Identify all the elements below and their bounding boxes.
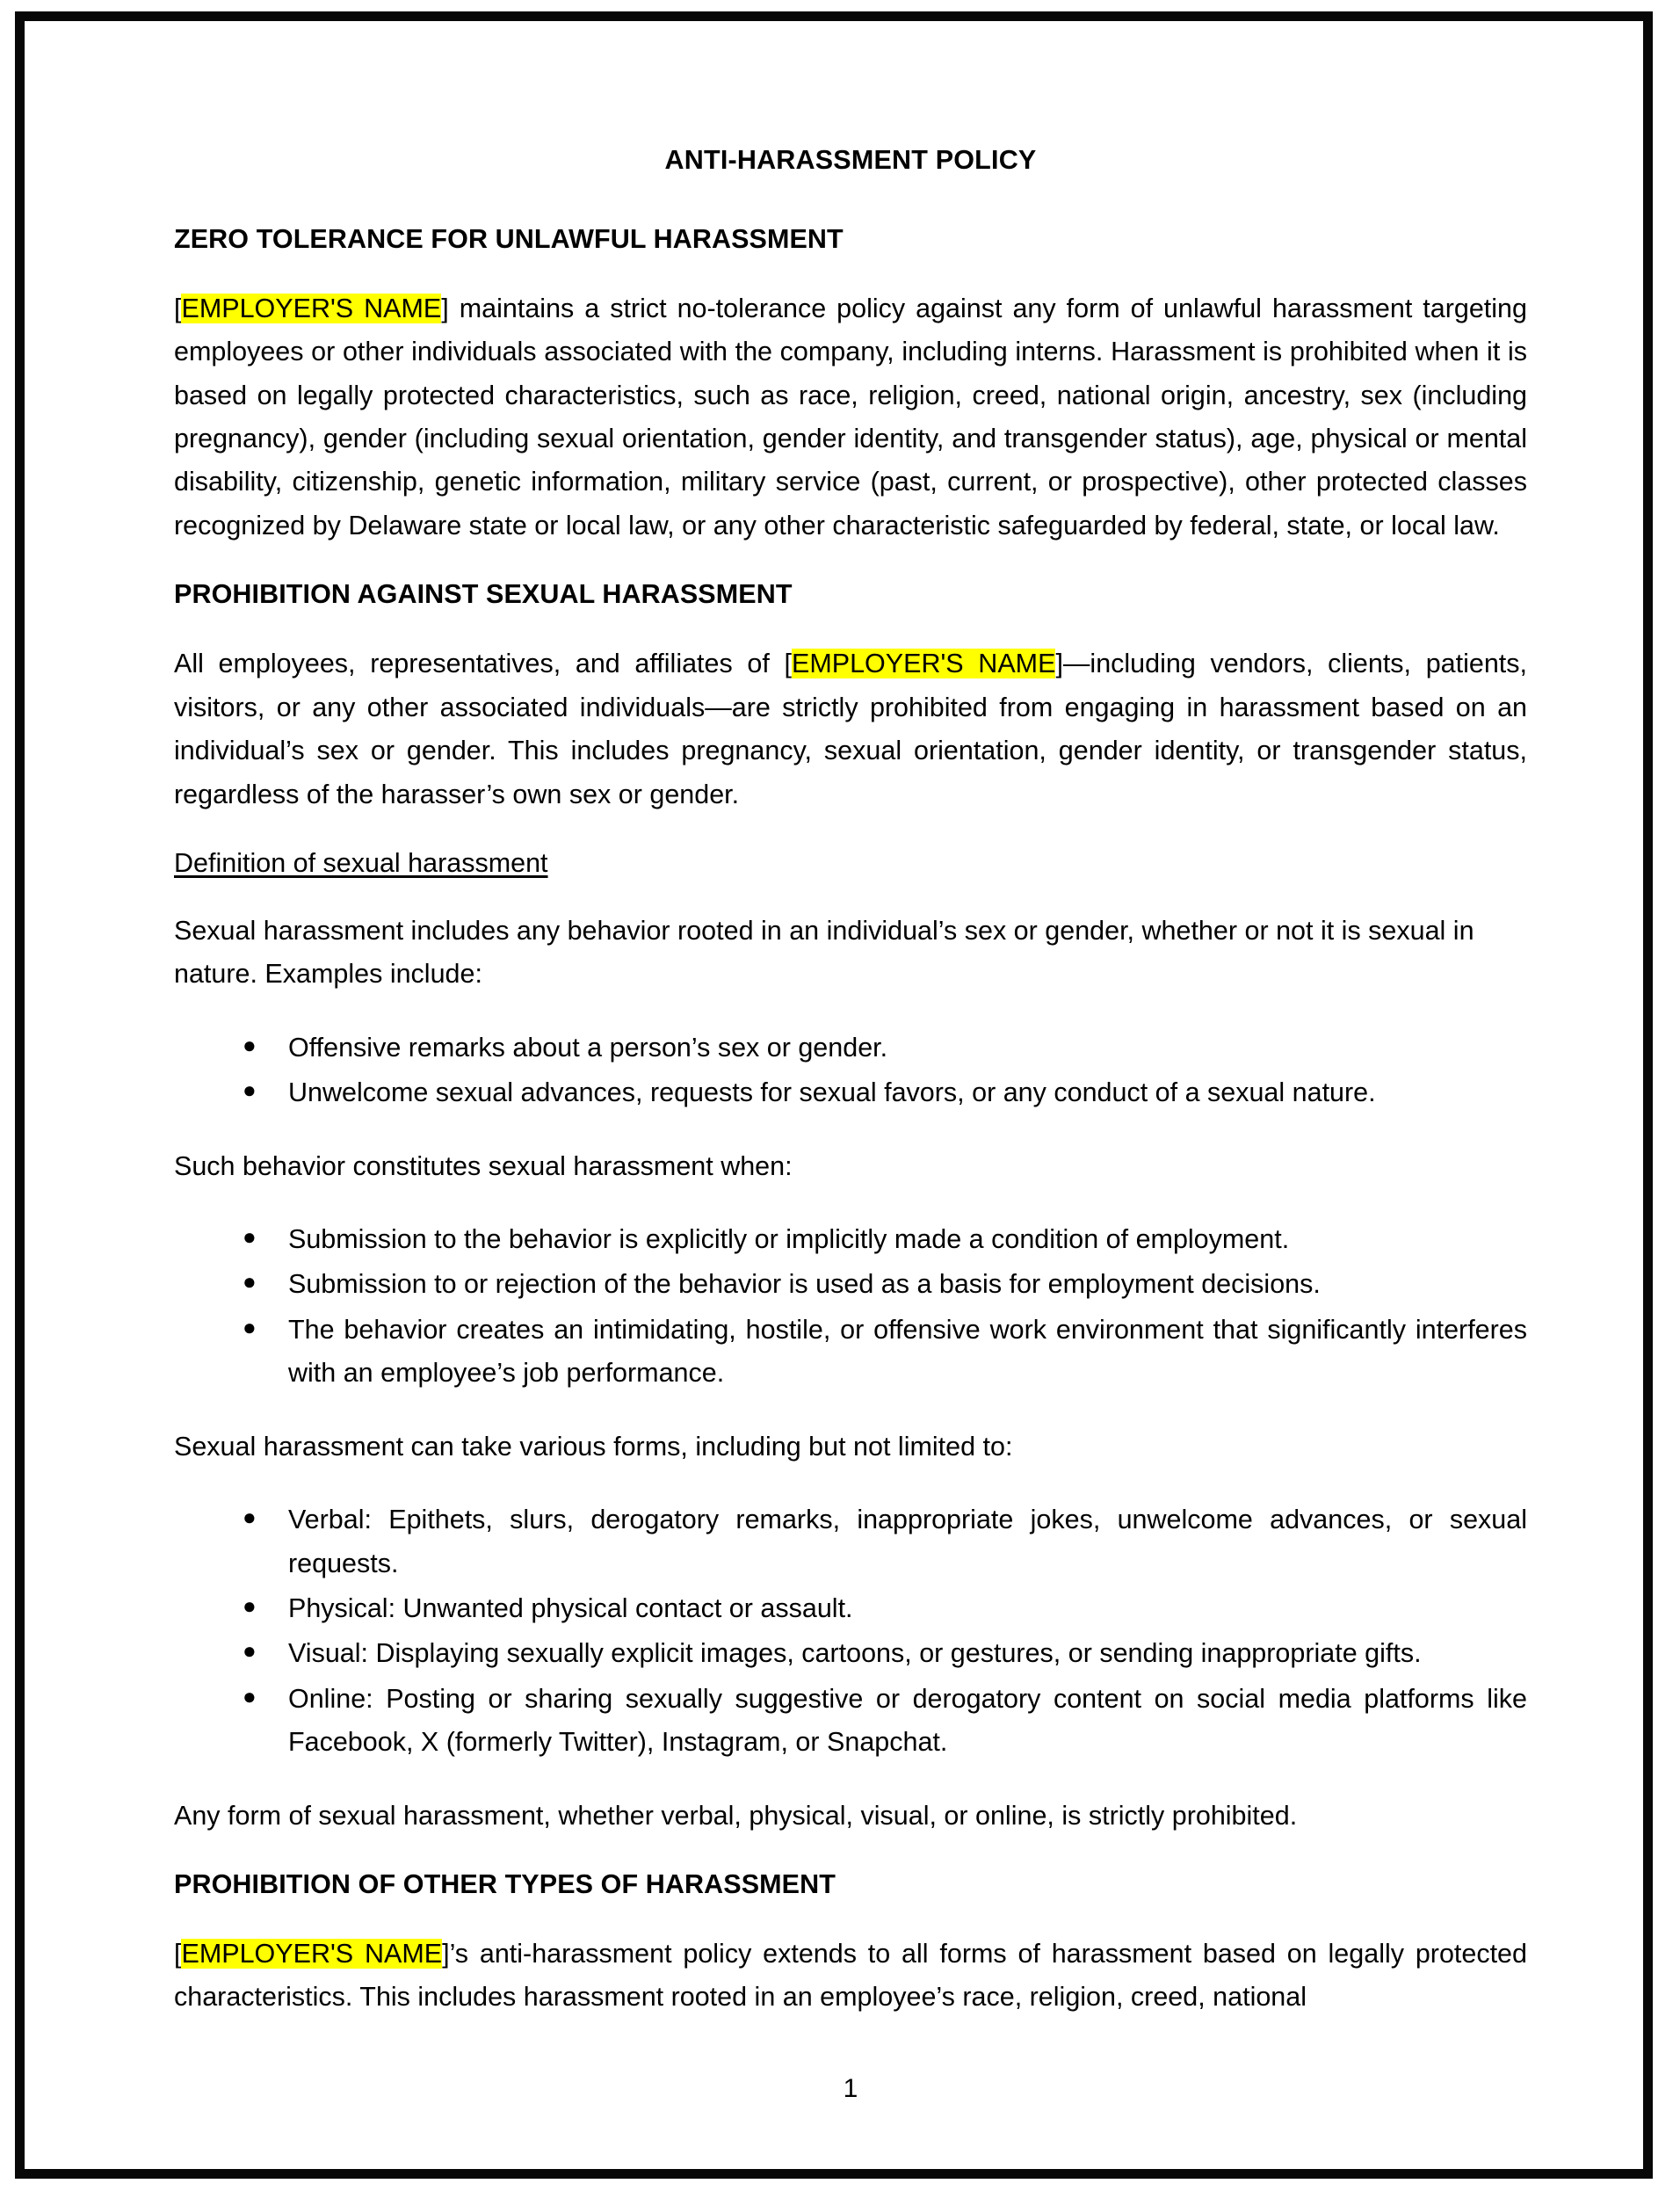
paragraph-zero-tolerance-text: maintains a strict no-tolerance policy against any form of unlawful harassment targeting employees or other individuals associated with the company, including interns. Harassment is prohibited when it is based on legally protected characteristics, such as race, religion, creed, national origin, ancestry, sex (including pregnancy), gender (including sexual orientation, gender identity, and transgender status), age, physical or mental disability, citizenship, genetic information, military service (past, current, or prospective), other protected classes recognized by Delaware state or local law, or any other characteristic safeguarded by federal, state, or local law. [174, 293, 1527, 540]
list-item-label: Physical: Unwanted physical contact or assault. [288, 1592, 853, 1623]
paragraph-sexual-harassment [174, 642, 1527, 816]
page-title: ANTI-HARASSMENT POLICY [664, 145, 1037, 175]
bullet-icon: ● [243, 1077, 257, 1104]
list-item [174, 1071, 1527, 1114]
bracket-open: [ [174, 1939, 182, 1969]
list-item [174, 1632, 1527, 1675]
bullet-icon: ● [243, 1223, 257, 1251]
bullet-icon: ● [243, 1268, 257, 1295]
paragraph-other-types [174, 1933, 1527, 2020]
employer-name-placeholder: EMPLOYER'S NAME [181, 1939, 443, 1969]
list-examples [174, 1026, 1527, 1115]
paragraph-zero-tolerance [174, 287, 1527, 548]
list-item-label: Offensive remarks about a person’s sex or gender. [288, 1032, 888, 1063]
paragraph-closing-sexual-harassment: Any form of sexual harassment, whether verbal, physical, visual, or online, is strictly prohibited. [174, 1800, 1298, 1831]
bracket-close: ] [441, 293, 449, 323]
list-item [174, 1026, 1527, 1070]
paragraph-definition-intro: Sexual harassment includes any behavior rooted in an individual’s sex or gender, whether or not it is sexual in nature. Examples include: [174, 916, 1474, 990]
list-item-label: Online: Posting or sharing sexually suggestive or derogatory content on social media platforms like Facebook, X (formerly Twitter), Instagram, or Snapchat. [288, 1683, 1527, 1758]
paragraph-sexual-harassment-before: All employees, representatives, and affiliates of [ [174, 649, 792, 679]
section-heading-zero-tolerance: ZERO TOLERANCE FOR UNLAWFUL HARASSMENT [174, 223, 844, 254]
list-item-label: Submission to the behavior is explicitly or implicitly made a condition of employment. [288, 1224, 1290, 1255]
list-item-label: Unwelcome sexual advances, requests for sexual favors, or any conduct of a sexual nature. [288, 1077, 1376, 1108]
list-constitutes [174, 1218, 1527, 1396]
bullet-icon: ● [243, 1682, 257, 1709]
paragraph-constitutes-intro: Such behavior constitutes sexual harassment when: [174, 1150, 793, 1181]
subheading-definition-of-sexual-harassment: Definition of sexual harassment [174, 847, 548, 878]
list-item-label: Verbal: Epithets, slurs, derogatory remarks, inappropriate jokes, unwelcome advances, or sexual requests. [288, 1505, 1527, 1578]
list-item-label: Submission to or rejection of the behavior is used as a basis for employment decisions. [288, 1269, 1321, 1300]
document-content [174, 144, 1527, 2049]
list-forms [174, 1498, 1527, 1764]
bullet-icon: ● [243, 1637, 257, 1665]
page-number: 1 [843, 2074, 858, 2103]
employer-name-placeholder: EMPLOYER'S NAME [181, 293, 442, 323]
list-item [174, 1309, 1527, 1396]
list-item [174, 1263, 1527, 1306]
bullet-icon: ● [243, 1504, 257, 1531]
paragraph-other-types-after: ]’s anti-harassment policy extends to all forms of harassment based on legally protected characteristics. This includes harassment rooted in an employee’s race, religion, creed, national [174, 1939, 1527, 2013]
document-page-frame [15, 11, 1653, 2179]
list-item-label: The behavior creates an intimidating, hostile, or offensive work environment that significantly interferes with an employee’s job performance. [288, 1314, 1527, 1389]
section-heading-sexual-harassment: PROHIBITION AGAINST SEXUAL HARASSMENT [174, 579, 793, 610]
paragraph-forms-intro: Sexual harassment can take various forms, including but not limited to: [174, 1431, 1013, 1462]
list-item-label: Visual: Displaying sexually explicit images, cartoons, or gestures, or sending inappropriate gifts. [288, 1638, 1422, 1669]
list-item [174, 1587, 1527, 1630]
list-item [174, 1678, 1527, 1765]
bullet-icon: ● [243, 1592, 257, 1619]
list-item [174, 1218, 1527, 1261]
bullet-icon: ● [243, 1313, 257, 1340]
employer-name-placeholder: EMPLOYER'S NAME [791, 649, 1056, 679]
paragraph-sexual-harassment-after: ]—including vendors, clients, patients, visitors, or any other associated individuals—are strictly prohibited from engaging in harassment based on an individual’s sex or gender. This includes pregnancy, sexual orientation, gender identity, or transgender status, regardless of the harasser’s own sex or gender. [174, 649, 1527, 809]
bullet-icon: ● [243, 1031, 257, 1058]
bracket-open: [ [174, 293, 182, 323]
section-heading-other-types: PROHIBITION OF OTHER TYPES OF HARASSMENT [174, 1868, 836, 1899]
list-item [174, 1498, 1527, 1585]
